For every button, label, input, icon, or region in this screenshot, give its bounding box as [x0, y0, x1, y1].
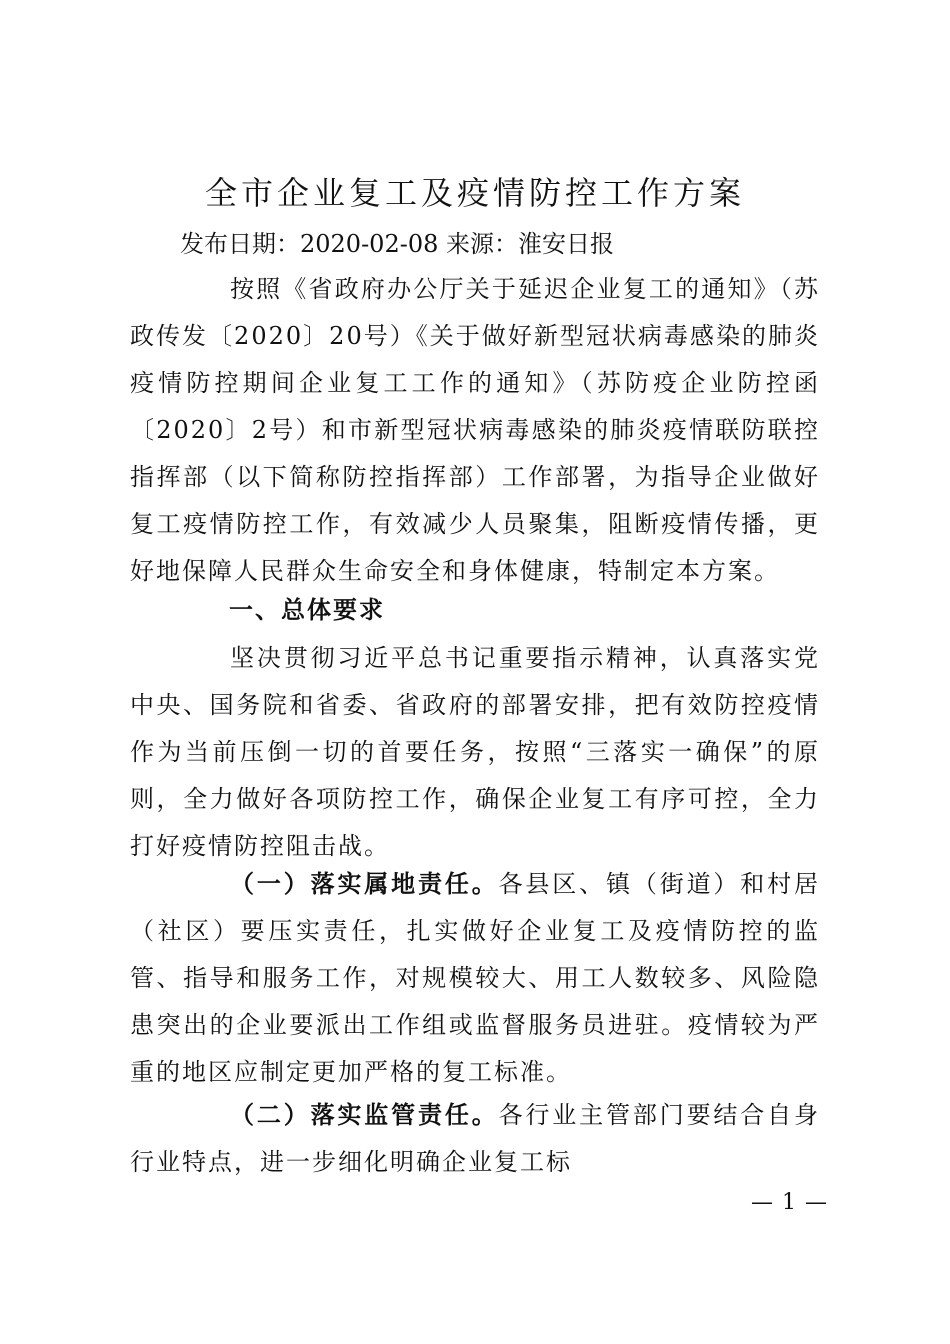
item-territorial-responsibility-lead: （一）落实属地责任。 [230, 870, 499, 898]
page-number: — 1 — [751, 1190, 828, 1215]
general-requirements-paragraph: 坚决贯彻习近平总书记重要指示精神，认真落实党中央、国务院和省委、省政府的部署安排，把有效防控疫情作为当前压倒一切的首要任务，按照“三落实一确保”的原则，全力做好各项防控工作，确保企业复工有序可控，全力打好疫情防控阻击战。 [130, 644, 820, 860]
intro-paragraph: 按照《省政府办公厅关于延迟企业复工的通知》（苏政传发〔2020〕20号）《关于做好新型冠状病毒感染的肺炎疫情防控期间企业复工工作的通知》（苏防疫企业防控函〔2020〕2号）和市新型冠状病毒感染的肺炎疫情联防联控指挥部（以下简称防控指挥部）工作部署，为指导企业做好复工疫情防控工作，有效减少人员聚集，阻断疫情传播，更好地保障人民群众生命安全和身体健康，特制定本方案。 [130, 275, 820, 585]
item-supervision-responsibility-body: 各行业主管部门要结合自身行业特点，进一步细化明确企业复工标 [130, 1101, 821, 1176]
item-supervision-responsibility [130, 1092, 820, 1186]
item-territorial-responsibility [130, 861, 820, 1096]
section-heading-general-requirements: 一、总体要求 [229, 596, 385, 624]
document-title: 全市企业复工及疫情防控工作方案 [204, 174, 745, 212]
item-territorial-responsibility-body: 各县区、镇（街道）和村居（社区）要压实责任，扎实做好企业复工及疫情防控的监管、指导和服务工作，对规模较大、用工人数较多、风险隐患突出的企业要派出工作组或监督服务员进驻。疫情较为严重的地区应制定更加严格的复工标准。 [130, 870, 821, 1086]
item-supervision-responsibility-lead: （二）落实监管责任。 [230, 1101, 499, 1129]
publish-meta: 发布日期：2020-02-08 来源：淮安日报 [180, 230, 615, 258]
